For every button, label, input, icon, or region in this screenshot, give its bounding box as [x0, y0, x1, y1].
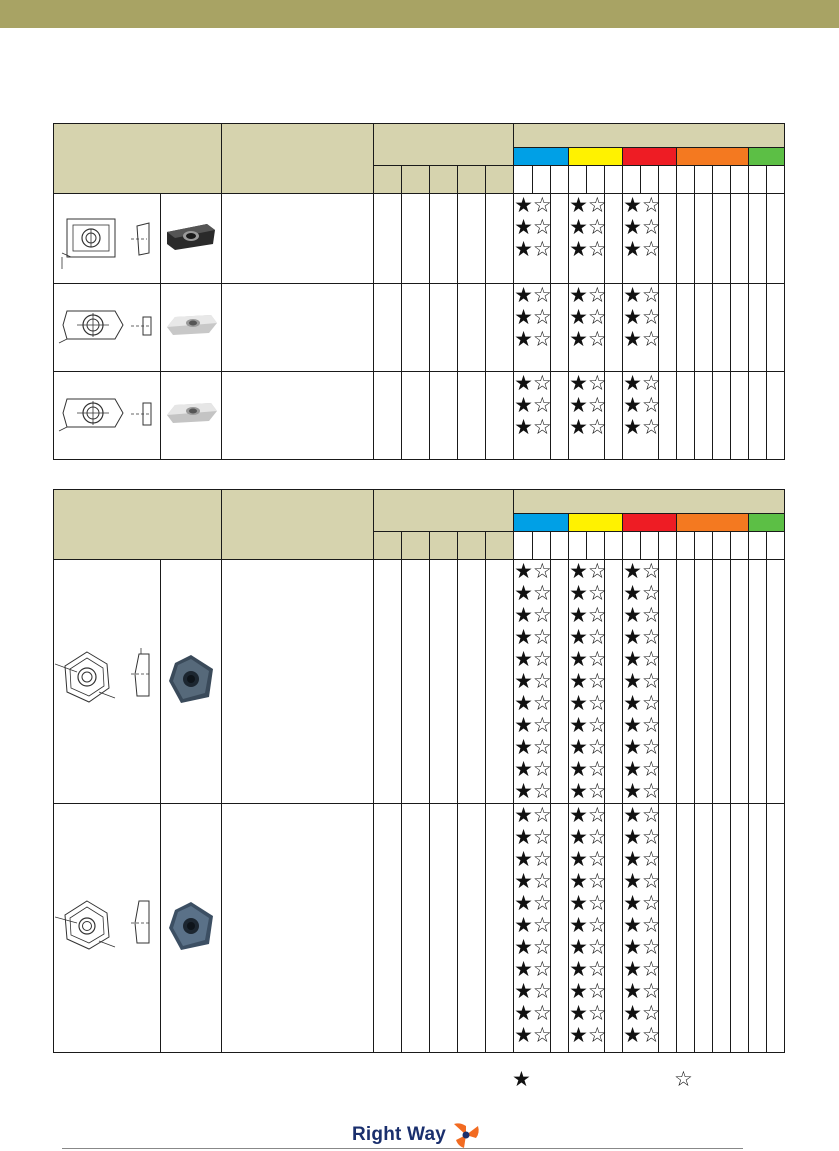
empty-star-icon: ☆ — [587, 647, 607, 671]
filled-star-icon: ★ — [514, 237, 533, 261]
trigon-photo-icon — [163, 898, 219, 954]
empty-star-icon: ☆ — [641, 825, 661, 849]
empty-star-icon: ☆ — [587, 603, 607, 627]
designation-cell — [222, 560, 374, 804]
empty-star-icon: ☆ — [532, 393, 552, 417]
filled-star-icon: ★ — [569, 803, 588, 827]
filled-star-icon: ★ — [514, 581, 533, 605]
filled-star-icon: ★ — [514, 957, 533, 981]
filled-star-icon: ★ — [514, 779, 533, 803]
empty-star-icon: ☆ — [641, 625, 661, 649]
filled-star-icon: ★ — [514, 691, 533, 715]
material-group-4 — [677, 514, 749, 532]
filled-star-icon: ★ — [623, 415, 642, 439]
filled-star-icon: ★ — [569, 625, 588, 649]
filled-star-icon: ★ — [623, 757, 642, 781]
empty-star-icon: ☆ — [641, 193, 661, 217]
insert-drawing — [54, 194, 161, 284]
empty-star-icon: ☆ — [641, 935, 661, 959]
empty-star-icon: ☆ — [641, 371, 661, 395]
header-cell-dimensions — [374, 490, 514, 532]
filled-star-icon: ★ — [569, 305, 588, 329]
filled-star-icon: ★ — [569, 913, 588, 937]
filled-star-icon: ★ — [514, 559, 533, 583]
material-group-1 — [514, 148, 569, 166]
empty-star-icon: ☆ — [532, 603, 552, 627]
empty-star-icon: ☆ — [587, 393, 607, 417]
filled-star-icon: ★ — [514, 891, 533, 915]
filled-star-icon: ★ — [514, 393, 533, 417]
empty-star-icon: ☆ — [532, 371, 552, 395]
empty-star-icon: ☆ — [532, 215, 552, 239]
filled-star-icon: ★ — [569, 891, 588, 915]
filled-star-icon: ★ — [514, 757, 533, 781]
filled-star-icon: ★ — [623, 647, 642, 671]
empty-star-icon: ☆ — [641, 237, 661, 261]
filled-star-icon: ★ — [623, 327, 642, 351]
empty-star-icon: ☆ — [641, 559, 661, 583]
filled-star-icon: ★ — [623, 669, 642, 693]
empty-star-icon: ☆ — [532, 935, 552, 959]
empty-star-icon: ☆ — [532, 559, 552, 583]
filled-star-icon: ★ — [514, 935, 533, 959]
insert-drawing-icon — [57, 383, 157, 443]
empty-star-icon: ☆ — [587, 713, 607, 737]
filled-star-icon: ★ — [569, 393, 588, 417]
grade-cell — [569, 372, 605, 460]
grade-cell — [569, 804, 605, 1053]
filled-star-icon: ★ — [569, 847, 588, 871]
material-group-4 — [677, 148, 749, 166]
filled-star-icon: ★ — [514, 979, 533, 1003]
empty-star-icon: ☆ — [587, 935, 607, 959]
empty-star-icon: ☆ — [641, 869, 661, 893]
empty-star-icon: ☆ — [641, 647, 661, 671]
filled-star-icon: ★ — [623, 869, 642, 893]
filled-star-icon: ★ — [514, 327, 533, 351]
filled-star-icon: ★ — [514, 215, 533, 239]
filled-star-icon: ★ — [623, 779, 642, 803]
empty-star-icon: ☆ — [641, 847, 661, 871]
filled-star-icon: ★ — [569, 957, 588, 981]
insert-photo — [161, 560, 222, 804]
empty-star-icon: ☆ — [587, 891, 607, 915]
empty-star-icon: ☆ — [532, 193, 552, 217]
empty-star-icon: ☆ — [587, 305, 607, 329]
empty-star-icon: ☆ — [532, 305, 552, 329]
empty-star-icon: ☆ — [641, 735, 661, 759]
designation-cell — [222, 284, 374, 372]
empty-star-icon: ☆ — [532, 647, 552, 671]
legend-empty-star-icon: ☆ — [674, 1067, 693, 1091]
insert-drawing — [54, 804, 161, 1053]
empty-star-icon: ☆ — [641, 669, 661, 693]
filled-star-icon: ★ — [623, 625, 642, 649]
filled-star-icon: ★ — [623, 1001, 642, 1025]
empty-star-icon: ☆ — [532, 869, 552, 893]
empty-star-icon: ☆ — [587, 869, 607, 893]
insert-table-lower — [53, 489, 785, 1053]
insert-photo-icon — [163, 305, 219, 345]
designation-cell — [222, 804, 374, 1053]
header-cell-grades — [514, 124, 785, 148]
filled-star-icon: ★ — [569, 215, 588, 239]
brand-name: Right Way — [352, 1124, 446, 1145]
filled-star-icon: ★ — [569, 415, 588, 439]
filled-star-icon: ★ — [623, 803, 642, 827]
header-bar — [0, 0, 839, 28]
empty-star-icon: ☆ — [532, 779, 552, 803]
filled-star-icon: ★ — [623, 891, 642, 915]
empty-star-icon: ☆ — [587, 691, 607, 715]
empty-star-icon: ☆ — [641, 779, 661, 803]
filled-star-icon: ★ — [569, 713, 588, 737]
empty-star-icon: ☆ — [532, 713, 552, 737]
filled-star-icon: ★ — [623, 193, 642, 217]
filled-star-icon: ★ — [623, 913, 642, 937]
empty-star-icon: ☆ — [641, 913, 661, 937]
empty-star-icon: ☆ — [532, 415, 552, 439]
empty-star-icon: ☆ — [587, 913, 607, 937]
empty-star-icon: ☆ — [641, 713, 661, 737]
material-group-1 — [514, 514, 569, 532]
empty-star-icon: ☆ — [641, 215, 661, 239]
footer-divider — [62, 1148, 743, 1149]
insert-drawing-icon — [57, 201, 157, 271]
empty-star-icon: ☆ — [587, 825, 607, 849]
filled-star-icon: ★ — [569, 979, 588, 1003]
filled-star-icon: ★ — [623, 393, 642, 417]
filled-star-icon: ★ — [623, 713, 642, 737]
filled-star-icon: ★ — [569, 691, 588, 715]
empty-star-icon: ☆ — [587, 735, 607, 759]
insert-photo — [161, 194, 222, 284]
filled-star-icon: ★ — [569, 647, 588, 671]
filled-star-icon: ★ — [623, 603, 642, 627]
filled-star-icon: ★ — [623, 735, 642, 759]
empty-star-icon: ☆ — [587, 415, 607, 439]
filled-star-icon: ★ — [514, 1023, 533, 1047]
material-group-5 — [749, 514, 785, 532]
grade-cell — [623, 560, 659, 804]
insert-photo-icon — [163, 214, 219, 258]
table-row — [54, 372, 785, 460]
filled-star-icon: ★ — [514, 669, 533, 693]
insert-table-upper — [53, 123, 785, 460]
material-group-2 — [569, 514, 623, 532]
empty-star-icon: ☆ — [587, 669, 607, 693]
header-cell-designation — [222, 124, 374, 194]
grade-cell — [623, 372, 659, 460]
trigon-drawing-icon — [55, 891, 159, 961]
filled-star-icon: ★ — [623, 371, 642, 395]
material-group-3 — [623, 148, 677, 166]
grade-cell — [514, 560, 551, 804]
empty-star-icon: ☆ — [532, 979, 552, 1003]
empty-star-icon: ☆ — [532, 625, 552, 649]
header-cell-insert — [54, 490, 222, 560]
empty-star-icon: ☆ — [532, 1001, 552, 1025]
empty-star-icon: ☆ — [532, 669, 552, 693]
empty-star-icon: ☆ — [532, 847, 552, 871]
empty-star-icon: ☆ — [532, 237, 552, 261]
empty-star-icon: ☆ — [587, 327, 607, 351]
brand-swirl-icon — [450, 1120, 482, 1150]
filled-star-icon: ★ — [514, 647, 533, 671]
empty-star-icon: ☆ — [532, 735, 552, 759]
material-group-2 — [569, 148, 623, 166]
grade-cell — [623, 194, 659, 284]
filled-star-icon: ★ — [569, 869, 588, 893]
empty-star-icon: ☆ — [587, 283, 607, 307]
empty-star-icon: ☆ — [532, 803, 552, 827]
filled-star-icon: ★ — [514, 913, 533, 937]
filled-star-icon: ★ — [514, 713, 533, 737]
grade-cell — [514, 804, 551, 1053]
empty-star-icon: ☆ — [587, 1001, 607, 1025]
filled-star-icon: ★ — [514, 371, 533, 395]
empty-star-icon: ☆ — [587, 1023, 607, 1047]
empty-star-icon: ☆ — [641, 283, 661, 307]
filled-star-icon: ★ — [569, 825, 588, 849]
filled-star-icon: ★ — [569, 559, 588, 583]
filled-star-icon: ★ — [514, 193, 533, 217]
material-group-5 — [749, 148, 785, 166]
filled-star-icon: ★ — [569, 779, 588, 803]
filled-star-icon: ★ — [514, 735, 533, 759]
filled-star-icon: ★ — [514, 305, 533, 329]
empty-star-icon: ☆ — [641, 757, 661, 781]
filled-star-icon: ★ — [623, 305, 642, 329]
empty-star-icon: ☆ — [532, 825, 552, 849]
table-row — [54, 194, 785, 284]
empty-star-icon: ☆ — [587, 237, 607, 261]
insert-drawing-icon — [57, 295, 157, 355]
empty-star-icon: ☆ — [532, 757, 552, 781]
grade-cell — [623, 284, 659, 372]
empty-star-icon: ☆ — [587, 215, 607, 239]
empty-star-icon: ☆ — [532, 957, 552, 981]
empty-star-icon: ☆ — [587, 581, 607, 605]
empty-star-icon: ☆ — [641, 603, 661, 627]
empty-star-icon: ☆ — [532, 691, 552, 715]
empty-star-icon: ☆ — [641, 803, 661, 827]
brand-logo — [352, 1120, 482, 1150]
filled-star-icon: ★ — [623, 559, 642, 583]
trigon-photo-icon — [163, 651, 219, 707]
empty-star-icon: ☆ — [532, 913, 552, 937]
empty-star-icon: ☆ — [641, 957, 661, 981]
filled-star-icon: ★ — [569, 283, 588, 307]
empty-star-icon: ☆ — [587, 757, 607, 781]
filled-star-icon: ★ — [569, 935, 588, 959]
filled-star-icon: ★ — [623, 581, 642, 605]
empty-star-icon: ☆ — [532, 283, 552, 307]
empty-star-icon: ☆ — [587, 371, 607, 395]
filled-star-icon: ★ — [623, 283, 642, 307]
filled-star-icon: ★ — [569, 735, 588, 759]
empty-star-icon: ☆ — [532, 581, 552, 605]
empty-star-icon: ☆ — [532, 1023, 552, 1047]
grade-cell — [514, 194, 551, 284]
filled-star-icon: ★ — [514, 603, 533, 627]
filled-star-icon: ★ — [514, 415, 533, 439]
filled-star-icon: ★ — [569, 371, 588, 395]
filled-star-icon: ★ — [514, 625, 533, 649]
empty-star-icon: ☆ — [587, 625, 607, 649]
header-cell-grades — [514, 490, 785, 514]
filled-star-icon: ★ — [623, 847, 642, 871]
filled-star-icon: ★ — [569, 603, 588, 627]
designation-cell — [222, 372, 374, 460]
grade-cell — [569, 194, 605, 284]
filled-star-icon: ★ — [623, 957, 642, 981]
filled-star-icon: ★ — [623, 979, 642, 1003]
filled-star-icon: ★ — [569, 193, 588, 217]
grade-cell — [569, 284, 605, 372]
filled-star-icon: ★ — [569, 237, 588, 261]
filled-star-icon: ★ — [514, 825, 533, 849]
filled-star-icon: ★ — [569, 1023, 588, 1047]
empty-star-icon: ☆ — [641, 979, 661, 1003]
header-cell-designation — [222, 490, 374, 560]
filled-star-icon: ★ — [514, 803, 533, 827]
empty-star-icon: ☆ — [587, 803, 607, 827]
insert-photo — [161, 804, 222, 1053]
empty-star-icon: ☆ — [641, 393, 661, 417]
empty-star-icon: ☆ — [641, 891, 661, 915]
empty-star-icon: ☆ — [641, 581, 661, 605]
empty-star-icon: ☆ — [587, 559, 607, 583]
empty-star-icon: ☆ — [641, 691, 661, 715]
empty-star-icon: ☆ — [641, 415, 661, 439]
empty-star-icon: ☆ — [641, 327, 661, 351]
designation-cell — [222, 194, 374, 284]
table-row — [54, 804, 785, 1053]
insert-photo — [161, 372, 222, 460]
filled-star-icon: ★ — [623, 691, 642, 715]
filled-star-icon: ★ — [623, 825, 642, 849]
empty-star-icon: ☆ — [587, 847, 607, 871]
grade-cell — [569, 560, 605, 804]
empty-star-icon: ☆ — [587, 957, 607, 981]
filled-star-icon: ★ — [569, 327, 588, 351]
grade-cell — [514, 372, 551, 460]
filled-star-icon: ★ — [514, 283, 533, 307]
legend-filled-star-icon: ★ — [512, 1067, 531, 1091]
filled-star-icon: ★ — [514, 1001, 533, 1025]
filled-star-icon: ★ — [623, 237, 642, 261]
insert-drawing — [54, 560, 161, 804]
filled-star-icon: ★ — [623, 215, 642, 239]
empty-star-icon: ☆ — [641, 1001, 661, 1025]
material-group-3 — [623, 514, 677, 532]
empty-star-icon: ☆ — [587, 979, 607, 1003]
table-row — [54, 284, 785, 372]
filled-star-icon: ★ — [569, 581, 588, 605]
trigon-drawing-icon — [55, 644, 159, 714]
insert-drawing — [54, 372, 161, 460]
filled-star-icon: ★ — [623, 1023, 642, 1047]
filled-star-icon: ★ — [569, 669, 588, 693]
empty-star-icon: ☆ — [532, 891, 552, 915]
insert-photo-icon — [163, 393, 219, 433]
table-row — [54, 560, 785, 804]
grade-cell — [514, 284, 551, 372]
empty-star-icon: ☆ — [532, 327, 552, 351]
filled-star-icon: ★ — [569, 1001, 588, 1025]
grade-cell — [623, 804, 659, 1053]
filled-star-icon: ★ — [569, 757, 588, 781]
empty-star-icon: ☆ — [587, 779, 607, 803]
filled-star-icon: ★ — [514, 869, 533, 893]
empty-star-icon: ☆ — [641, 305, 661, 329]
header-cell-dimensions — [374, 124, 514, 166]
filled-star-icon: ★ — [623, 935, 642, 959]
insert-photo — [161, 284, 222, 372]
filled-star-icon: ★ — [514, 847, 533, 871]
empty-star-icon: ☆ — [641, 1023, 661, 1047]
header-cell-insert — [54, 124, 222, 194]
insert-drawing — [54, 284, 161, 372]
empty-star-icon: ☆ — [587, 193, 607, 217]
